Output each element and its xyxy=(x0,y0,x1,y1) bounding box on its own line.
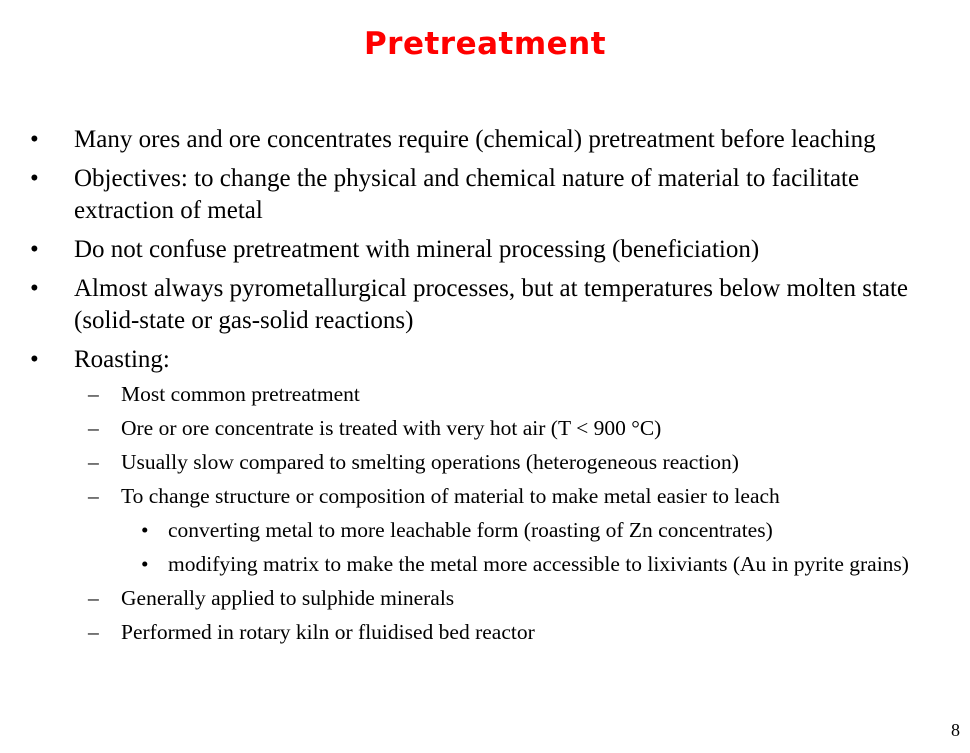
roasting-item-text: To change structure or composition of material to make metal easier to leach xyxy=(121,484,780,508)
roasting-item-text: Generally applied to sulphide minerals xyxy=(121,586,455,610)
bullet-icon: • xyxy=(30,236,39,263)
dash-icon: – xyxy=(88,586,99,610)
roasting-item xyxy=(0,584,970,612)
roasting-item-text: Performed in rotary kiln or fluidised bed reactor xyxy=(121,620,535,644)
bullet-text: Many ores and ore concentrates require (chemical) pretreatment before leaching xyxy=(74,126,876,153)
roasting-item xyxy=(0,482,970,510)
roasting-item-text: Usually slow compared to smelting operations (heterogeneous reaction) xyxy=(121,450,739,474)
bullet-item xyxy=(0,273,970,337)
structure-subitem xyxy=(0,550,970,578)
roasting-item xyxy=(0,380,970,408)
roasting-item-text: Most common pretreatment xyxy=(121,382,360,406)
page-number: 8 xyxy=(951,720,960,740)
bullet-icon: • xyxy=(141,518,149,542)
bullet-icon: • xyxy=(30,275,39,302)
bullet-item xyxy=(0,163,970,227)
dash-icon: – xyxy=(88,416,99,440)
dash-icon: – xyxy=(88,450,99,474)
bullet-text: Objectives: to change the physical and chemical nature of material to facilitate extraction of metal xyxy=(74,165,860,224)
bullet-icon: • xyxy=(30,346,39,373)
bullet-icon: • xyxy=(141,552,149,576)
bullet-item xyxy=(0,234,970,266)
bullet-item-roasting xyxy=(0,344,970,376)
bullet-text: Almost always pyrometallurgical processes, but at temperatures below molten state (solid-state or gas-solid reactions) xyxy=(74,275,909,334)
dash-icon: – xyxy=(88,382,99,406)
roasting-item-text: Ore or ore concentrate is treated with very hot air (T < 900 °C) xyxy=(121,416,662,440)
bullet-item xyxy=(0,124,970,156)
bullet-text: Roasting: xyxy=(74,346,170,373)
slide-title: Pretreatment xyxy=(363,26,607,62)
roasting-item xyxy=(0,448,970,476)
bullet-icon: • xyxy=(30,165,39,192)
dash-icon: – xyxy=(88,484,99,508)
dash-icon: – xyxy=(88,620,99,644)
structure-subitem xyxy=(0,516,970,544)
roasting-item xyxy=(0,414,970,442)
structure-subitem-text: converting metal to more leachable form (roasting of Zn concentrates) xyxy=(168,518,773,542)
roasting-item xyxy=(0,618,970,646)
structure-subitem-text: modifying matrix to make the metal more accessible to lixiviants (Au in pyrite grains) xyxy=(168,552,909,576)
bullet-text: Do not confuse pretreatment with mineral processing (beneficiation) xyxy=(74,236,760,263)
bullet-icon: • xyxy=(30,126,39,153)
slide-body xyxy=(0,124,970,652)
